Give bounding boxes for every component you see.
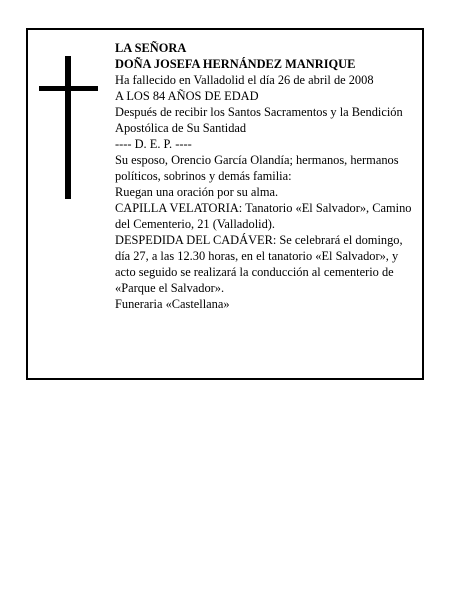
death-notice — [26, 28, 424, 380]
sacraments-line: Después de recibir los Santos Sacramentos y la Bendición Apostólica de Su Santidad — [115, 105, 403, 135]
notice-heading: LA SEÑORA — [115, 41, 187, 55]
rip-line: ---- D. E. P. ---- — [115, 137, 192, 151]
death-date-line: Ha fallecido en Valladolid el día 26 de abril de 2008 — [115, 73, 374, 87]
cross-icon — [39, 56, 99, 199]
age-line: A LOS 84 AÑOS DE EDAD — [115, 89, 259, 103]
farewell-line: DESPEDIDA DEL CADÁVER: Se celebrará el domingo, día 27, a las 12.30 horas, en el tanatorio «El Salvador», y acto seguido se realizará la conducción al cementerio de «Parque el Salvador». — [115, 233, 403, 295]
cross-vertical-bar — [65, 56, 71, 199]
cross-horizontal-bar — [39, 86, 98, 91]
deceased-name: DOÑA JOSEFA HERNÁNDEZ MANRIQUE — [115, 57, 356, 71]
prayer-line: Ruegan una oración por su alma. — [115, 185, 279, 199]
chapel-line: CAPILLA VELATORIA: Tanatorio «El Salvador», Camino del Cementerio, 21 (Valladolid). — [115, 201, 412, 231]
family-line: Su esposo, Orencio García Olandía; hermanos, hermanos políticos, sobrinos y demás familia: — [115, 153, 399, 183]
funeral-home-line: Funeraria «Castellana» — [115, 297, 230, 311]
notice-text — [115, 40, 420, 312]
